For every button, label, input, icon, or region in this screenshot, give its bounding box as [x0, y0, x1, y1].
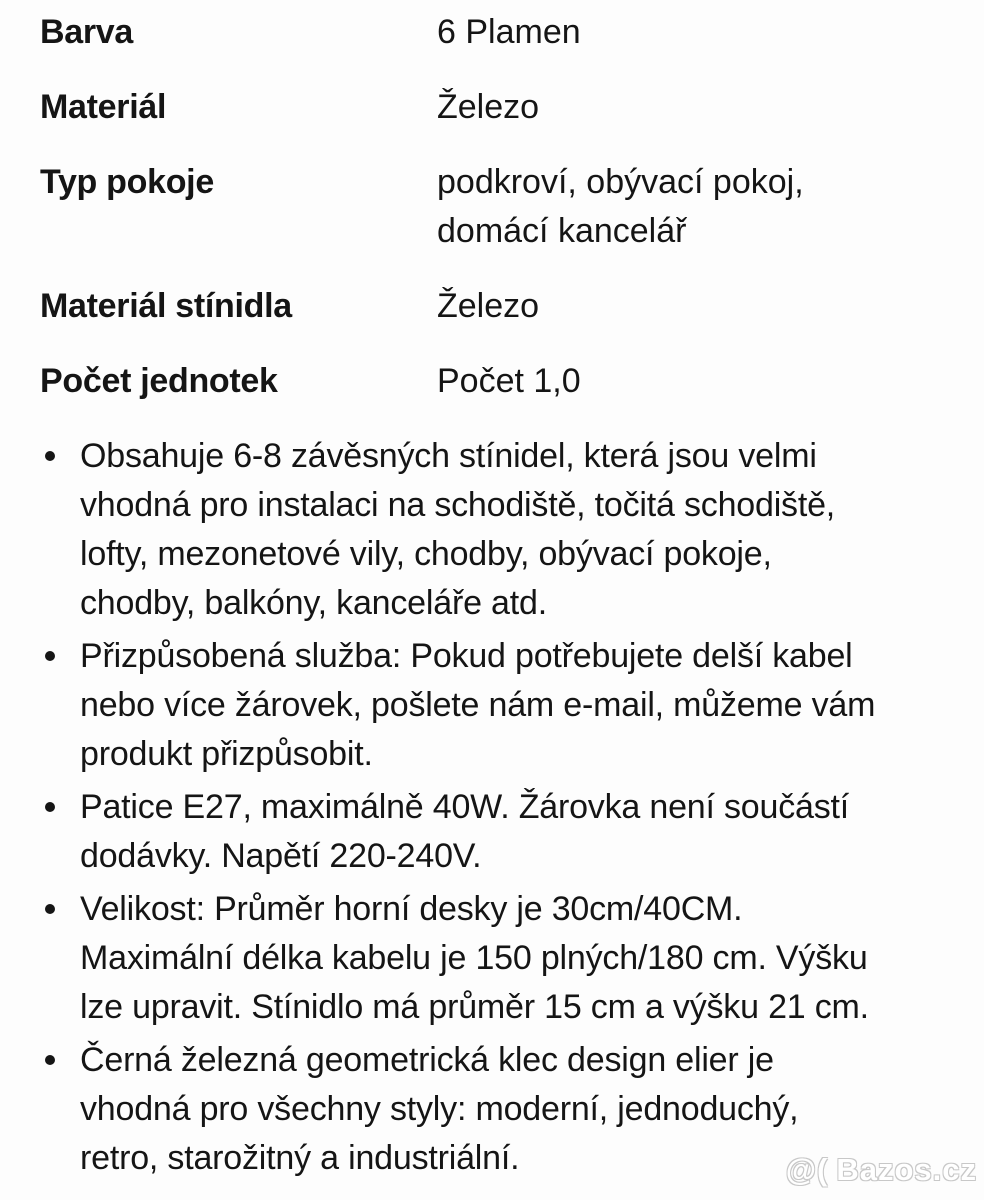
bullet-line: Velikost: Průměr horní desky je 30cm/40CM. — [80, 890, 743, 928]
bazos-logo-icon: @( — [785, 1152, 829, 1187]
bullet-icon — [45, 451, 55, 461]
bullet-text — [80, 632, 984, 779]
bullet-line: Patice E27, maximálně 40W. Žárovka není součástí — [80, 788, 849, 826]
bullet-icon — [45, 802, 55, 812]
bullet-text — [80, 783, 984, 881]
spec-label: Typ pokoje — [40, 163, 214, 201]
bullet-icon — [45, 1055, 55, 1065]
bullet-line: lze upravit. Stínidlo má průměr 15 cm a výšku 21 cm. — [80, 988, 869, 1026]
spec-value — [437, 83, 984, 132]
bullet-text — [80, 885, 984, 1032]
spec-value-line: podkroví, obývací pokoj, — [437, 163, 804, 201]
spec-value-line: Počet 1,0 — [437, 362, 581, 400]
spec-label: Materiál stínidla — [40, 287, 292, 325]
bullet-item — [40, 632, 984, 779]
spec-label: Počet jednotek — [40, 362, 278, 400]
bullet-item — [40, 432, 984, 628]
bullet-line: vhodná pro instalaci na schodiště, točitá schodiště, — [80, 486, 836, 524]
bullet-icon — [45, 651, 55, 661]
bullet-item — [40, 783, 984, 881]
bullet-item — [40, 885, 984, 1032]
spec-value-line: Železo — [437, 88, 540, 126]
spec-label: Barva — [40, 13, 134, 51]
bullet-line: Obsahuje 6-8 závěsných stínidel, která jsou velmi — [80, 437, 817, 475]
bullet-line: lofty, mezonetové vily, chodby, obývací pokoje, — [80, 535, 772, 573]
feature-bullet-list — [40, 432, 984, 1183]
spec-value — [437, 357, 984, 406]
bazos-watermark-text: Bazos.cz — [836, 1152, 977, 1187]
spec-value-line: 6 Plamen — [437, 13, 581, 51]
spec-value — [437, 158, 984, 256]
spec-value-line: Železo — [437, 287, 540, 325]
bullet-line: dodávky. Napětí 220-240V. — [80, 837, 482, 875]
spec-value-line: domácí kancelář — [437, 212, 687, 250]
bullet-text — [80, 432, 984, 628]
bazos-watermark — [786, 1152, 977, 1188]
spec-value — [437, 8, 984, 57]
spec-row-pocet-jednotek — [40, 357, 984, 406]
spec-value — [437, 282, 984, 331]
spec-row-material-stinidla — [40, 282, 984, 331]
bullet-line: Přizpůsobená služba: Pokud potřebujete delší kabel — [80, 637, 853, 675]
spec-table — [0, 0, 984, 406]
spec-row-typ-pokoje — [40, 158, 984, 256]
bullet-line: Maximální délka kabelu je 150 plných/180 cm. Výšku — [80, 939, 868, 977]
spec-label: Materiál — [40, 88, 167, 126]
spec-row-material — [40, 83, 984, 132]
bullet-line: Černá železná geometrická klec design elier je — [80, 1041, 774, 1079]
bullet-line: retro, starožitný a industriální. — [80, 1139, 520, 1177]
bullet-line: produkt přizpůsobit. — [80, 735, 373, 773]
bullet-icon — [45, 904, 55, 914]
bullet-line: vhodná pro všechny styly: moderní, jednoduchý, — [80, 1090, 799, 1128]
bullet-line: chodby, balkóny, kanceláře atd. — [80, 584, 547, 622]
spec-row-barva — [40, 8, 984, 57]
bullet-line: nebo více žárovek, pošlete nám e-mail, můžeme vám — [80, 686, 876, 724]
